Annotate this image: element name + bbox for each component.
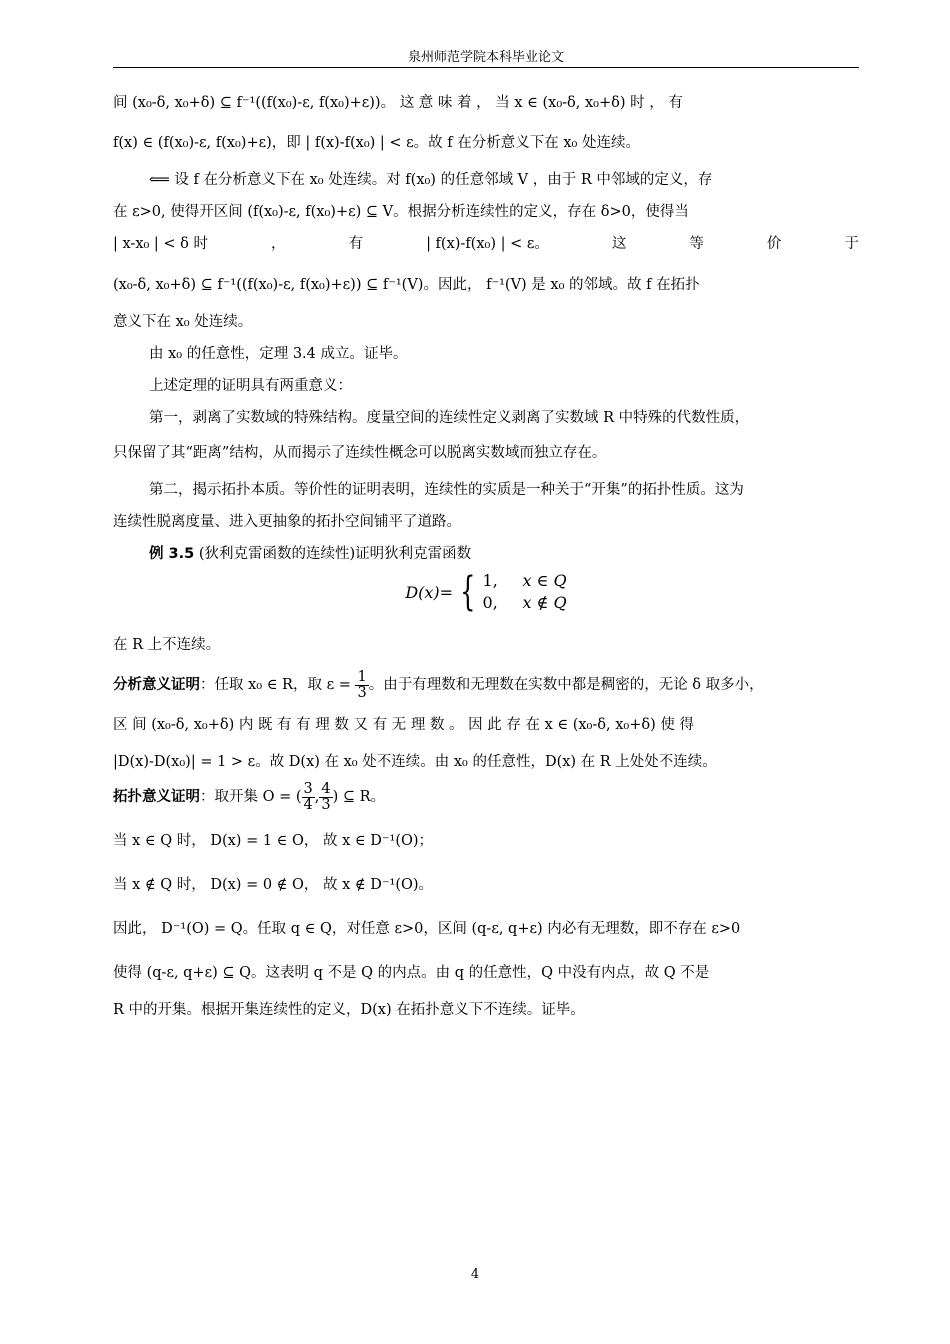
text-segment: ：取开集 O = ( xyxy=(200,789,302,805)
header-rule xyxy=(113,67,859,68)
text-line: 当 x ∈ Q 时， D(x) = 1 ∈ O， 故 x ∈ D⁻¹(O)； xyxy=(113,833,434,849)
text-line: 当 x ∉ Q 时， D(x) = 0 ∉ O， 故 x ∉ D⁻¹(O)。 xyxy=(113,877,434,893)
case-row-1: 1, x ∈ Q xyxy=(482,571,567,590)
text-line: f(x) ∈ (f(x₀)-ε, f(x₀)+ε)，即 | f(x)-f(x₀) | < ε。故 f 在分析意义下在 x₀ 处连续。 xyxy=(113,135,640,151)
text-segment: ， xyxy=(271,236,286,252)
text-segment: 有 xyxy=(348,236,364,252)
running-header: 泉州师范学院本科毕业论文 xyxy=(407,50,564,65)
text-segment: | f(x)-f(x₀) | < ε。 xyxy=(426,236,549,252)
proof-line xyxy=(113,666,859,704)
text-segment: | x-x₀ | < δ 时 xyxy=(113,236,209,252)
text-line: |D(x)-D(x₀)| = 1 > ε。故 D(x) 在 x₀ 处不连续。由 x₀ 的任意性，D(x) 在 R 上处处不连续。 xyxy=(113,754,717,770)
text-line: ⟸ 设 f 在分析意义下在 x₀ 处连续。对 f(x₀) 的任意邻域 V ，由于 R 中邻域的定义，存 xyxy=(149,172,713,188)
example-label: 例 3.5 xyxy=(149,546,195,562)
document-body xyxy=(113,84,859,1026)
piecewise-equation xyxy=(405,570,566,614)
text-line: (x₀-δ, x₀+δ) ⊆ f⁻¹((f(x₀)-ε, f(x₀)+ε)) ⊆ f⁻¹(V)。因此， f⁻¹(V) 是 x₀ 的邻域。故 f 在拓扑 xyxy=(113,277,700,293)
text-line: 由 x₀ 的任意性，定理 3.4 成立。证毕。 xyxy=(149,346,408,362)
text-segment: 等 xyxy=(689,236,704,252)
text-segment: 。由于有理数和无理数在实数中都是稠密的，无论 δ 取多小， xyxy=(368,677,764,693)
text-line: 区 间 (x₀-δ, x₀+δ) 内 既 有 有 理 数 又 有 无 理 数 。 因 此 存 在 x ∈ (x₀-δ, x₀+δ) 使 得 xyxy=(113,717,694,733)
justified-text-line xyxy=(113,228,859,260)
text-line: 意义下在 x₀ 处连续。 xyxy=(113,314,253,330)
text-line: 使得 (q-ε, q+ε) ⊆ Q。这表明 q 不是 Q 的内点。由 q 的任意性，Q 中没有内点，故 Q 不是 xyxy=(113,965,710,981)
text-line: 在 ε>0, 使得开区间 (f(x₀)-ε, f(x₀)+ε) ⊆ V。根据分析连续性的定义，存在 δ>0，使得当 xyxy=(113,204,689,220)
text-line: 第一，剥离了实数域的特殊结构。度量空间的连续性定义剥离了实数域 R 中特殊的代数性质， xyxy=(149,410,750,426)
fraction: $\frac{3}{4}$ xyxy=(303,780,313,813)
text-line: 只保留了其“距离”结构，从而揭示了连续性概念可以脱离实数域而独立存在。 xyxy=(113,445,607,461)
case-row-2: 0, x ∉ Q xyxy=(482,593,567,612)
equation-cases xyxy=(483,570,567,614)
text-line: 间 (x₀-δ, x₀+δ) ⊆ f⁻¹((f(x₀)-ε, f(x₀)+ε))。 这 意 味 着 ， 当 x ∈ (x₀-δ, x₀+δ) 时 ， 有 xyxy=(113,95,683,111)
text-line: 连续性脱离度量、进入更抽象的拓扑空间铺平了道路。 xyxy=(113,514,461,530)
page-number: 4 xyxy=(470,1267,480,1282)
text-line: 第二，揭示拓扑本质。等价性的证明表明，连续性的实质是一种关于“开集”的拓扑性质。这为 xyxy=(149,482,744,498)
text-segment: 价 xyxy=(766,236,782,252)
example-heading-line xyxy=(113,538,859,570)
equation-lhs: D(x)= xyxy=(405,582,454,602)
text-line: 因此， D⁻¹(O) = Q。任取 q ∈ Q，对任意 ε>0，区间 (q-ε, q+ε) 内必有无理数，即不存在 ε>0 xyxy=(113,921,741,937)
text-segment: 这 xyxy=(611,236,627,252)
fraction: $\frac{4}{3}$ xyxy=(321,780,331,813)
text-line: R 中的开集。根据开集连续性的定义，D(x) 在拓扑意义下不连续。证毕。 xyxy=(113,1002,585,1018)
proof-label: 拓扑意义证明 xyxy=(113,789,200,805)
display-equation xyxy=(113,570,859,626)
proof-line: 拓扑意义证明：取开集 O = ( $\frac{3}{4}$ , $\frac{4}{3}$ ) ⊆ R。 xyxy=(113,780,386,813)
fraction: $\frac{1}{3}$ xyxy=(357,668,367,701)
text-segment: ) ⊆ R。 xyxy=(332,789,386,805)
text-segment: 于 xyxy=(844,236,859,252)
left-brace: { xyxy=(460,569,476,615)
text-segment: ：任取 x₀ ∈ R，取 ε = xyxy=(200,677,351,693)
example-title: (狄利克雷函数的连续性)证明狄利克雷函数 xyxy=(198,546,472,562)
text-line: 在 R 上不连续。 xyxy=(113,637,221,653)
proof-label: 分析意义证明 xyxy=(113,677,200,693)
text-line: 上述定理的证明具有两重意义： xyxy=(149,378,352,394)
